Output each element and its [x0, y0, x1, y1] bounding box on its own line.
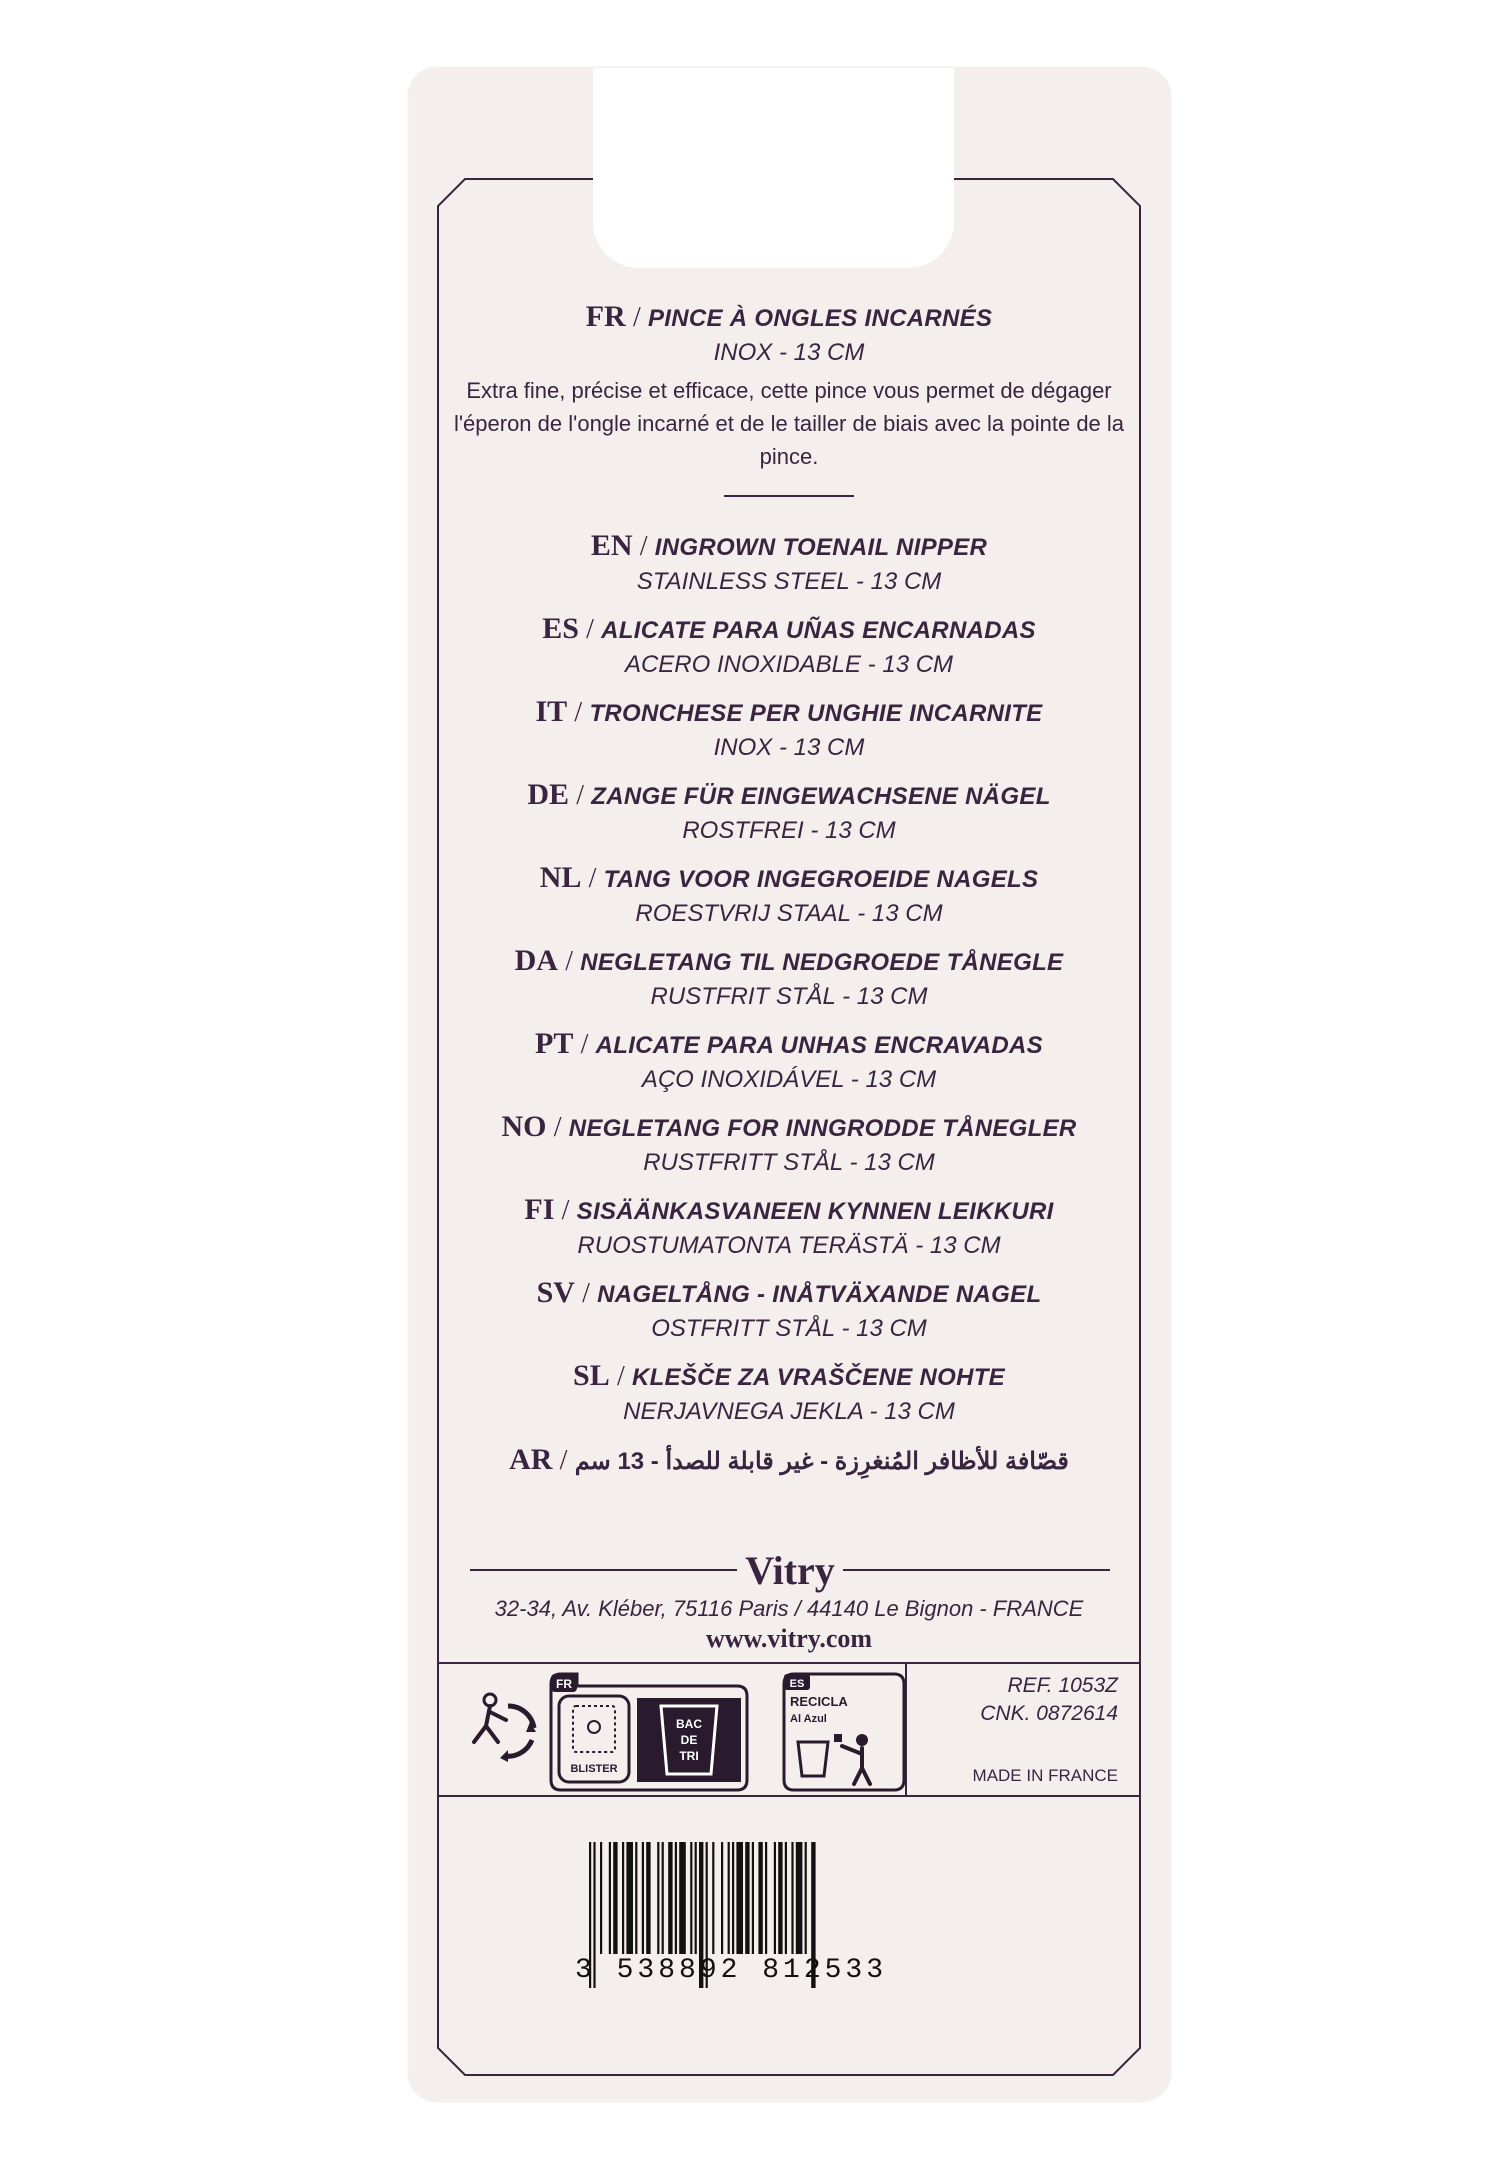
- barcode-bar: [728, 1842, 730, 1954]
- barcode-bar: [635, 1842, 637, 1954]
- barcode-bar: [721, 1842, 723, 1954]
- lang-block-sv: [437, 1276, 1141, 1359]
- product-name: ALICATE PARA UÑAS ENCARNADAS: [601, 617, 1036, 644]
- reference-codes: [918, 1672, 1118, 1728]
- lang-code: SL: [573, 1359, 610, 1392]
- barcode-bar: [662, 1842, 664, 1954]
- ref-code: REF. 1053Z: [1007, 1674, 1118, 1697]
- lang-code: NO: [501, 1110, 547, 1143]
- es-tag: ES: [789, 1678, 805, 1690]
- lang-code: IT: [535, 695, 568, 728]
- product-material: RUOSTUMATONTA TERÄSTÄ - 13 CM: [577, 1232, 1001, 1259]
- made-in: MADE IN FRANCE: [972, 1766, 1118, 1785]
- barcode-bar: [675, 1842, 677, 1954]
- separator: /: [582, 1278, 590, 1309]
- fr-tag: FR: [556, 1677, 572, 1691]
- barcode-bar: [622, 1842, 624, 1954]
- barcode-bar: [668, 1842, 672, 1954]
- barcode-bar: [609, 1842, 611, 1954]
- lang-code: NL: [539, 861, 582, 894]
- product-name: ALICATE PARA UNHAS ENCRAVADAS: [595, 1032, 1043, 1059]
- product-material: STAINLESS STEEL - 13 CM: [636, 568, 942, 595]
- lang-block-fr: [437, 300, 1141, 473]
- barcode-bar: [778, 1842, 782, 1954]
- barcode-bar: [695, 1842, 697, 1954]
- barcode-number: 3 538892 812533: [575, 1955, 888, 1986]
- product-material: INOX - 13 CM: [713, 734, 865, 761]
- al-azul-label: Al Azul: [790, 1713, 827, 1725]
- barcode-bar: [752, 1842, 754, 1954]
- product-info: [437, 300, 1141, 1480]
- barcode-bar: [805, 1842, 807, 1954]
- lang-block-pt: [437, 1027, 1141, 1110]
- product-name: NAGELTÅNG - INÅTVÄXANDE NAGEL: [597, 1281, 1042, 1308]
- separator: /: [561, 1195, 570, 1226]
- barcode-bar: [712, 1842, 714, 1954]
- lang-block-nl: [437, 861, 1141, 944]
- lang-code: EN: [590, 529, 633, 562]
- lang-block-es: [437, 612, 1141, 695]
- lang-block-en: [437, 529, 1141, 612]
- brand-rule-left: [470, 1569, 737, 1571]
- product-material: ACERO INOXIDABLE - 13 CM: [624, 651, 954, 678]
- product-material: AÇO INOXIDÁVEL - 13 CM: [641, 1066, 937, 1093]
- tri-label: TRI: [679, 1749, 699, 1763]
- bac-label: BAC: [676, 1717, 702, 1731]
- product-name: INGROWN TOENAIL NIPPER: [654, 534, 988, 561]
- separator: /: [616, 1361, 625, 1392]
- de-label: DE: [680, 1733, 698, 1747]
- barcode-bar: [736, 1842, 743, 1954]
- recicla-es-icon: [782, 1672, 906, 1792]
- lang-code: DE: [527, 778, 570, 811]
- product-material: RUSTFRITT STÅL - 13 CM: [643, 1149, 935, 1176]
- barcode-bar: [600, 1842, 602, 1954]
- lang-code: FI: [524, 1193, 555, 1226]
- lang-block-da: [437, 944, 1141, 1027]
- separator: /: [553, 1112, 562, 1143]
- company-address: 32-34, Av. Kléber, 75116 Paris / 44140 Le Bignon - FRANCE: [494, 1596, 1084, 1621]
- barcode-bar: [657, 1842, 659, 1954]
- footer-rule-bottom: [437, 1795, 1141, 1797]
- recicla-label: RECICLA: [790, 1694, 848, 1709]
- barcode-bar: [732, 1842, 734, 1954]
- product-name-arabic: قصّافة للأظافر المُنغرِزة - غير قابلة للصدأ - 13 سم: [574, 1448, 1069, 1475]
- separator: /: [580, 1029, 589, 1060]
- blister-label: BLISTER: [570, 1763, 618, 1775]
- lang-code: SV: [536, 1276, 575, 1309]
- footer-rule-top: [437, 1662, 1141, 1664]
- barcode-bar: [785, 1842, 787, 1954]
- barcode-bar: [758, 1842, 762, 1954]
- product-name: KLEŠČE ZA VRAŠČENE NOHTE: [631, 1364, 1005, 1391]
- product-name: ZANGE FÜR EINGEWACHSENE NÄGEL: [591, 783, 1051, 810]
- barcode-bar: [626, 1842, 633, 1954]
- brand-rule-right: [843, 1569, 1110, 1571]
- lang-block-it: [437, 695, 1141, 778]
- lang-code: AR: [509, 1443, 553, 1476]
- lang-block-ar: [437, 1442, 1141, 1480]
- separator: /: [565, 946, 573, 977]
- product-name: NEGLETANG FOR INNGRODDE TÅNEGLER: [568, 1115, 1077, 1142]
- triman-recycling-icon: [468, 1686, 542, 1766]
- product-material: OSTFRITT STÅL - 13 CM: [651, 1315, 927, 1342]
- hang-hole: [593, 68, 954, 268]
- product-name: PINCE À ONGLES INCARNÉS: [647, 305, 993, 332]
- company-website: www.vitry.com: [705, 1624, 873, 1653]
- lang-code: PT: [535, 1027, 574, 1060]
- product-material: NERJAVNEGA JEKLA - 13 CM: [623, 1398, 955, 1425]
- lang-code: DA: [514, 944, 558, 977]
- barcode-bar: [745, 1842, 749, 1954]
- product-material: ROSTFREI - 13 CM: [682, 817, 896, 844]
- info-tri-fr: [549, 1672, 749, 1792]
- separator: /: [632, 302, 641, 333]
- barcode-bar: [613, 1842, 617, 1954]
- separator: /: [639, 531, 648, 562]
- brand-logo: Vitry: [745, 1547, 835, 1593]
- product-material: INOX - 13 CM: [713, 339, 865, 366]
- barcode-bar: [774, 1842, 776, 1954]
- barcode-bar: [690, 1842, 692, 1954]
- separator: /: [576, 780, 585, 811]
- product-name: SISÄÄNKASVANEEN KYNNEN LEIKKURI: [576, 1198, 1054, 1225]
- lang-code: ES: [542, 612, 579, 645]
- separator: /: [574, 697, 583, 728]
- brand-row: [470, 1547, 1110, 1593]
- fr-description: Extra fine, précise et efficace, cette pince vous permet de dégager l'éperon de l'ongle incarné et de le tailler de biais avec la pointe de la pince.: [453, 378, 1125, 469]
- product-material: ROESTVRIJ STAAL - 13 CM: [635, 900, 943, 927]
- lang-block-sl: [437, 1359, 1141, 1442]
- cnk-code: CNK. 0872614: [980, 1702, 1118, 1725]
- barcode-bar: [796, 1842, 803, 1954]
- lang-block-de: [437, 778, 1141, 861]
- separator: /: [559, 1445, 568, 1476]
- divider: [724, 495, 854, 497]
- product-name: NEGLETANG TIL NEDGROEDE TÅNEGLE: [580, 949, 1064, 976]
- barcode-bar: [765, 1842, 767, 1954]
- barcode-bar: [642, 1842, 644, 1954]
- product-material: RUSTFRIT STÅL - 13 CM: [650, 983, 928, 1010]
- separator: /: [586, 614, 594, 645]
- barcode-bar: [679, 1842, 686, 1954]
- barcode-bar: [791, 1842, 793, 1954]
- lang-block-fi: [437, 1193, 1141, 1276]
- product-name: TRONCHESE PER UNGHIE INCARNITE: [589, 700, 1043, 727]
- lang-block-no: [437, 1110, 1141, 1193]
- separator: /: [588, 863, 597, 894]
- barcode-bar: [646, 1842, 650, 1954]
- product-name: TANG VOOR INGEGROEIDE NAGELS: [603, 866, 1039, 893]
- lang-code: FR: [585, 300, 626, 333]
